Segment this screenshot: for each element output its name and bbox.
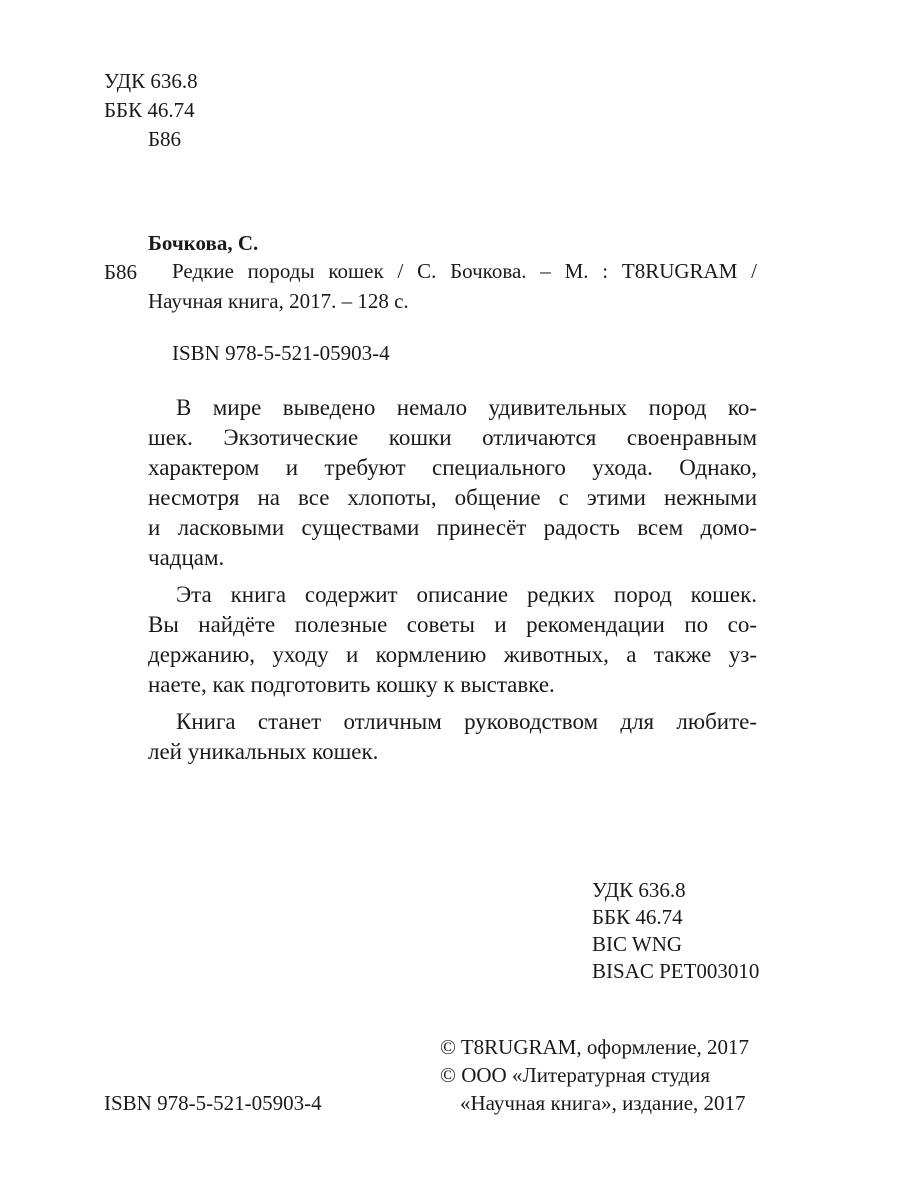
bibliographic-line-1: Редкие породы кошек / С. Бочкова. – М. : T8RUGRAM / <box>172 259 757 283</box>
annotation-p3-line-2: лей уникальных кошек. <box>148 739 379 764</box>
bbk-code-top: ББК 46.74 <box>104 98 195 122</box>
annotation-p1-line-2: шек. Экзотические кошки отличаются своенравным <box>148 425 757 450</box>
bibliographic-line-2: Научная книга, 2017. – 128 с. <box>148 289 409 313</box>
annotation-p2-line-2: Вы найдёте полезные советы и рекомендации по со- <box>148 612 757 637</box>
annotation-p1-line-3: характером и требуют специального ухода. Однако, <box>148 455 757 480</box>
udk-code-bottom: УДК 636.8 <box>592 878 686 902</box>
annotation-p2-line-4: наете, как подготовить кошку к выставке. <box>148 672 555 697</box>
annotation-p3-line-1: Книга станет отличным руководством для любите- <box>176 709 757 734</box>
author-name: Бочкова, С. <box>148 231 259 255</box>
copyright-line-2: © ООО «Литературная студия <box>440 1063 711 1087</box>
isbn-bottom: ISBN 978-5-521-05903-4 <box>104 1091 322 1115</box>
bic-code: BIC WNG <box>592 932 683 956</box>
copyright-line-3: «Научная книга», издание, 2017 <box>460 1091 746 1115</box>
bbk-code-bottom: ББК 46.74 <box>592 905 683 929</box>
udk-code-top: УДК 636.8 <box>104 69 198 93</box>
annotation-p1-line-6: чадцам. <box>148 545 225 570</box>
isbn-record: ISBN 978-5-521-05903-4 <box>172 341 390 365</box>
annotation-p2-line-1: Эта книга содержит описание редких пород кошек. <box>176 582 757 607</box>
author-mark-top: Б86 <box>148 127 182 151</box>
annotation-p1-line-1: В мире выведено немало удивительных пород ко- <box>176 395 757 420</box>
annotation-p2-line-3: держанию, уходу и кормлению животных, а также уз- <box>148 642 757 667</box>
copyright-line-1: © T8RUGRAM, оформление, 2017 <box>440 1035 750 1059</box>
annotation-p1-line-4: несмотря на все хлопоты, общение с этими нежными <box>148 485 757 510</box>
annotation-p1-line-5: и ласковыми существами принесёт радость всем домо- <box>148 515 757 540</box>
bisac-code: BISAC PET003010 <box>592 959 760 983</box>
author-mark: Б86 <box>104 260 138 284</box>
